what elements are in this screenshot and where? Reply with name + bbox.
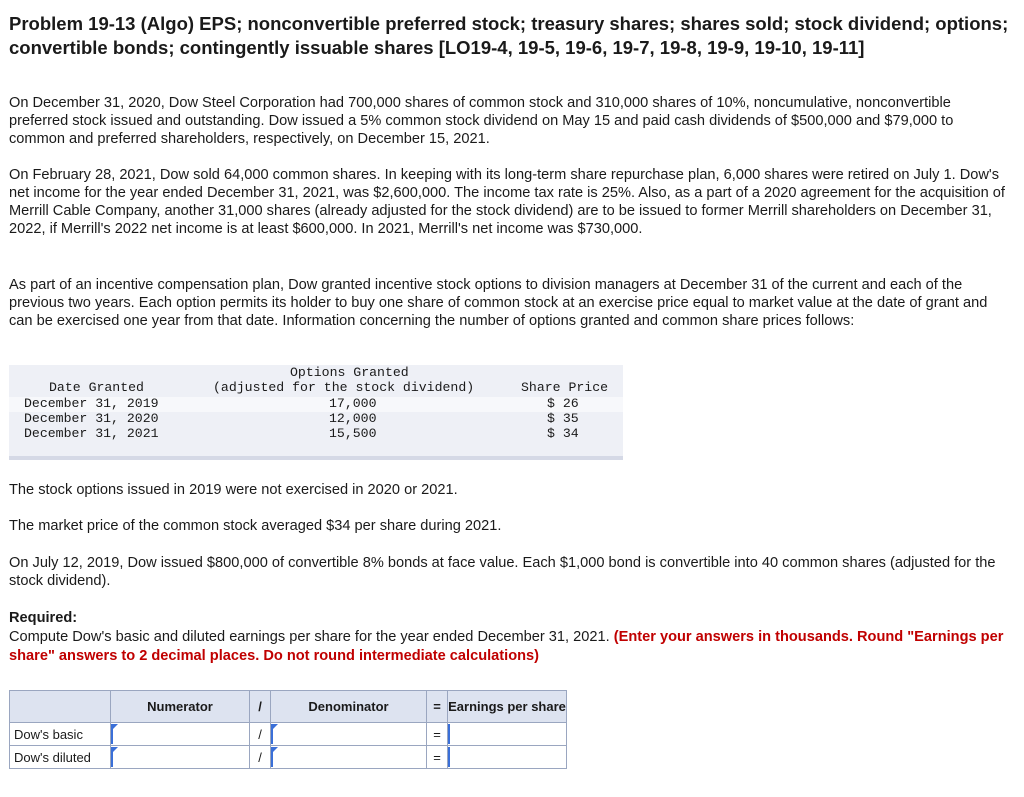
answer-row-label: Dow's basic xyxy=(10,723,111,746)
row-date: December 31, 2021 xyxy=(24,426,159,441)
paragraph-background: On December 31, 2020, Dow Steel Corporation had 700,000 shares of common stock and 310,000 shares of 10%, noncumulative, nonconvertible preferred stock issued and outstanding. Dow issued a 5% common stock dividend on May 15 and paid cash dividends of $500,000 and $79,000 to common and preferred shareholders, respectively, on December 15, 2021. xyxy=(9,95,954,147)
row-date: December 31, 2019 xyxy=(24,396,159,411)
diluted-denominator-cell[interactable] xyxy=(271,746,427,769)
header-share-price: Share Price xyxy=(521,380,609,395)
answer-header-eps: Earnings per share xyxy=(448,691,567,723)
required-label: Required: xyxy=(9,610,78,626)
answer-table xyxy=(9,690,567,769)
header-options-granted: Options Granted xyxy=(290,365,409,380)
basic-numerator-cell[interactable] xyxy=(111,723,250,746)
diluted-numerator-input[interactable] xyxy=(111,747,249,767)
answer-row-equals: = xyxy=(427,746,448,769)
required-text xyxy=(9,628,1019,666)
row-price: $ 26 xyxy=(547,396,579,411)
required-question: Compute Dow's basic and diluted earnings per share for the year ended December 31, 2021. xyxy=(9,629,614,645)
basic-eps-input[interactable] xyxy=(448,724,566,744)
paragraph-market-price: The market price of the common stock averaged $34 per share during 2021. xyxy=(9,518,502,534)
answer-header-blank xyxy=(10,691,111,723)
row-options: 12,000 xyxy=(329,411,377,426)
basic-denominator-cell[interactable] xyxy=(271,723,427,746)
header-date-granted: Date Granted xyxy=(49,380,144,395)
paragraph-options-not-exercised: The stock options issued in 2019 were not exercised in 2020 or 2021. xyxy=(9,482,458,498)
row-date: December 31, 2020 xyxy=(24,411,159,426)
paragraph-stock-options: As part of an incentive compensation plan, Dow granted incentive stock options to division managers at December 31 of the current and each of the previous two years. Each option permits its holder to buy one share of common stock at an exercise price equal to market value at the date of grant and can be exercised one year from that date. Information concerning the number of options granted and common share prices follows: xyxy=(9,277,988,329)
diluted-numerator-cell[interactable] xyxy=(111,746,250,769)
answer-header-numerator: Numerator xyxy=(111,691,250,723)
diluted-eps-cell[interactable] xyxy=(448,746,567,769)
basic-eps-cell[interactable] xyxy=(448,723,567,746)
diluted-eps-input[interactable] xyxy=(448,747,566,767)
basic-denominator-input[interactable] xyxy=(271,724,426,744)
header-options-adjusted: (adjusted for the stock dividend) xyxy=(213,380,475,395)
paragraph-share-activity: On February 28, 2021, Dow sold 64,000 common shares. In keeping with its long-term share repurchase plan, 6,000 shares were retired on July 1. Dow's net income for the year ended December 31, 2021, was $2,600,000. The income tax rate is 25%. Also, as a part of a 2020 agreement for the acquisition of Merrill Cable Company, another 31,000 shares (already adjusted for the stock dividend) are to be issued to former Merrill shareholders on December 31, 2022, if Merrill's 2022 net income is at least $600,000. In 2021, Merrill's net income was $730,000. xyxy=(9,167,1005,237)
diluted-denominator-input[interactable] xyxy=(271,747,426,767)
row-price: $ 35 xyxy=(547,411,579,426)
row-options: 15,500 xyxy=(329,426,377,441)
answer-header-denominator: Denominator xyxy=(271,691,427,723)
answer-row-equals: = xyxy=(427,723,448,746)
options-table xyxy=(9,365,623,460)
answer-row-label: Dow's diluted xyxy=(10,746,111,769)
answer-row-slash: / xyxy=(250,723,271,746)
paragraph-convertible-bonds: On July 12, 2019, Dow issued $800,000 of convertible 8% bonds at face value. Each $1,000 bond is convertible into 40 common shares (adjusted for the stock dividend). xyxy=(9,555,996,589)
row-price: $ 34 xyxy=(547,426,579,441)
answer-row-slash: / xyxy=(250,746,271,769)
answer-header-slash: / xyxy=(250,691,271,723)
row-options: 17,000 xyxy=(329,396,377,411)
answer-row-basic xyxy=(10,723,567,746)
problem-title: Problem 19-13 (Algo) EPS; nonconvertible preferred stock; treasury shares; shares sold; stock dividend; options; convertible bonds; contingently issuable shares [LO19-4, 19-5, 19-6, 19-7, 19-8, 19-9, 19-10, 19-11] xyxy=(9,13,1009,58)
required-instruction: (Enter your answers in thousands. Round "Earnings per share" answers to 2 decimal places. Do not round intermediate calculations) xyxy=(9,629,1004,664)
answer-row-diluted xyxy=(10,746,567,769)
answer-header-equals: = xyxy=(427,691,448,723)
basic-numerator-input[interactable] xyxy=(111,724,249,744)
